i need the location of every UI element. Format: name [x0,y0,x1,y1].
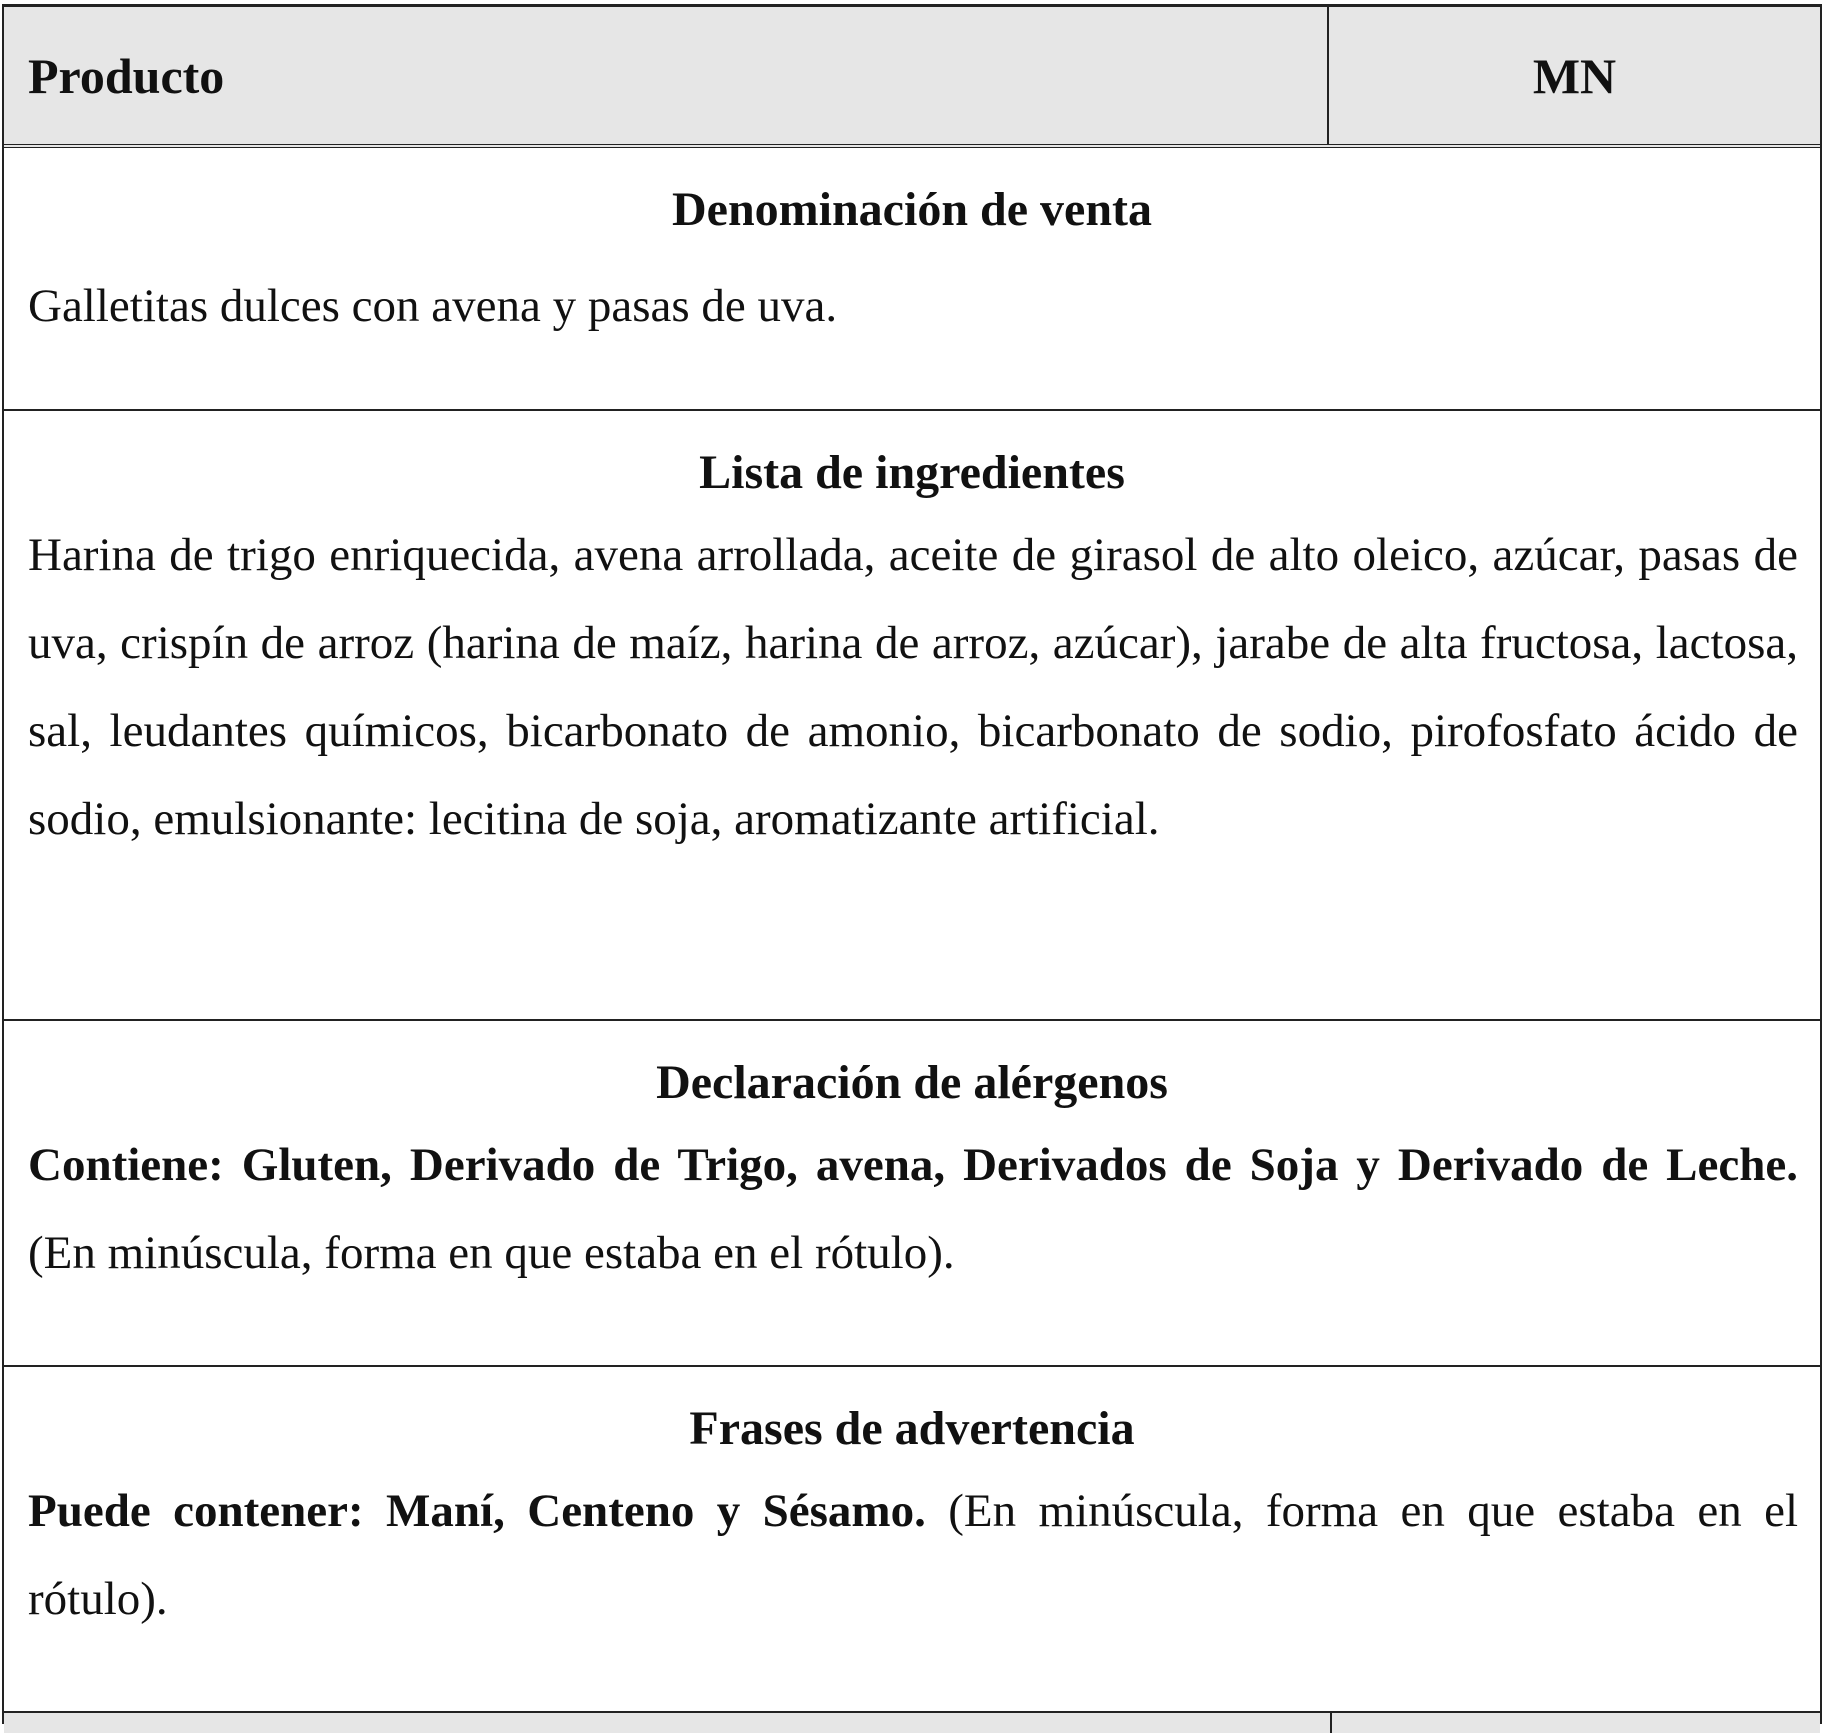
next-header-left-cell [4,1713,1332,1733]
section-title-ingredientes: Lista de ingredientes [699,446,1125,499]
section-ingredientes [4,411,1820,1021]
product-header-label: Producto [28,47,225,104]
product-header-cell [4,7,1329,144]
next-header-row-partial [4,1713,1820,1733]
section-body-denominacion: Galletitas dulces con avena y pasas de uva. [28,280,838,332]
section-title-advertencia: Frases de advertencia [689,1402,1135,1455]
warning-statement: Puede contener: Maní, Centeno y Sésamo. [28,1485,926,1537]
section-advertencia [4,1367,1820,1713]
label-info-table [2,4,1822,1724]
section-body-advertencia [28,1467,1798,1643]
section-body-ingredientes: Harina de trigo enriquecida, avena arrollada, aceite de girasol de alto oleico, azúcar, pasas de uva, crispín de arroz (harina de maíz, harina de arroz, azúcar), jarabe de alta fructosa, lactosa, sal, leudantes químicos, bicarbonato de amonio, bicarbonato de sodio, pirofosfato ácido de sodio, emulsionante: lecitina de soja, aromatizante artificial. [28,529,1798,845]
allergen-note: (En minúscula, forma en que estaba en el rótulo). [28,1227,955,1279]
warning-note: (En minúscula, forma en que estaba en el rótulo). [28,1485,1799,1625]
section-alergenos [4,1021,1820,1367]
section-title-alergenos: Declaración de alérgenos [656,1056,1168,1109]
section-body-alergenos [28,1121,1798,1297]
table-header-row [4,4,1820,148]
code-header-label: MN [1532,47,1617,104]
code-header-cell [1329,7,1820,144]
section-denominacion [4,148,1820,411]
section-title-denominacion: Denominación de venta [672,183,1152,236]
allergen-statement: Contiene: Gluten, Derivado de Trigo, avena, Derivados de Soja y Derivado de Leche. [28,1139,1798,1191]
